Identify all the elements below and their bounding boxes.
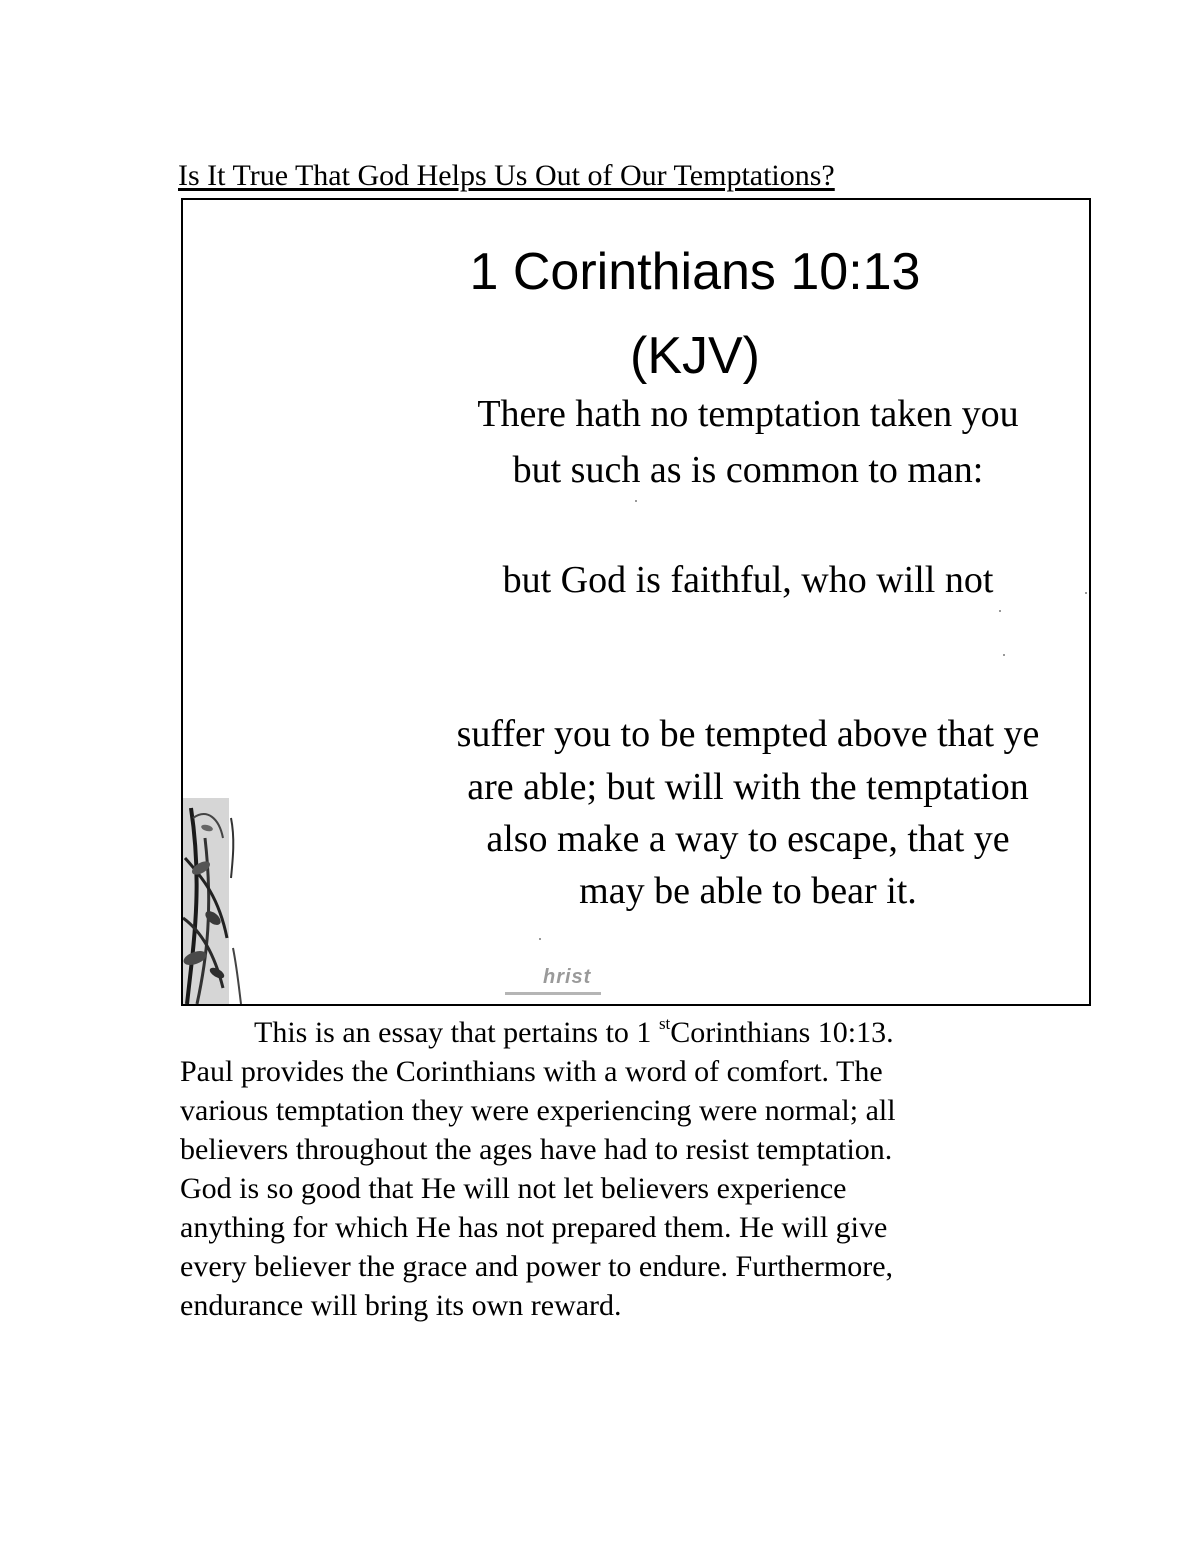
plant-decoration-image <box>183 798 247 1004</box>
essay-line-1-text: This is an essay that pertains to 1 <box>254 1016 652 1049</box>
essay-line: Paul provides the Corinthians with a word of comfort. The <box>180 1055 883 1088</box>
essay-line-1-ref: Corinthians 10:13. <box>670 1016 894 1049</box>
verse-line: suffer you to be tempted above that ye <box>456 713 1040 755</box>
verse-card <box>181 198 1091 1006</box>
page-title: Is It True That God Helps Us Out of Our Temptations? <box>178 159 835 192</box>
verse-line: There hath no temptation taken you <box>477 393 1019 435</box>
speck <box>635 500 637 502</box>
verse-line: may be able to bear it. <box>579 870 917 912</box>
verse-version: (KJV) <box>630 327 760 385</box>
speck <box>1003 654 1005 656</box>
faded-watermark-text: hrist <box>543 966 592 988</box>
verse-line: but God is faithful, who will not <box>502 559 994 601</box>
speck <box>539 938 541 940</box>
faded-divider <box>505 992 601 995</box>
verse-line: but such as is common to man: <box>512 449 984 491</box>
essay-paragraph <box>180 1006 1080 1325</box>
essay-line: anything for which He has not prepared them. He will give <box>180 1211 888 1244</box>
verse-reference: 1 Corinthians 10:13 <box>469 243 921 301</box>
speck <box>1085 592 1087 594</box>
essay-line: believers throughout the ages have had to resist temptation. <box>180 1133 893 1166</box>
verse-line: are able; but will with the temptation <box>467 766 1029 808</box>
essay-line: various temptation they were experiencing were normal; all <box>180 1094 896 1127</box>
verse-line: also make a way to escape, that ye <box>486 818 1010 860</box>
essay-line: endurance will bring its own reward. <box>180 1289 622 1322</box>
ordinal-superscript: st <box>658 1014 671 1033</box>
verse-reference-block <box>415 230 975 398</box>
speck <box>999 610 1001 612</box>
essay-line-1 <box>180 1006 1080 1052</box>
essay-line: God is so good that He will not let believers experience <box>180 1172 847 1205</box>
essay-line: every believer the grace and power to endure. Furthermore, <box>180 1250 894 1283</box>
